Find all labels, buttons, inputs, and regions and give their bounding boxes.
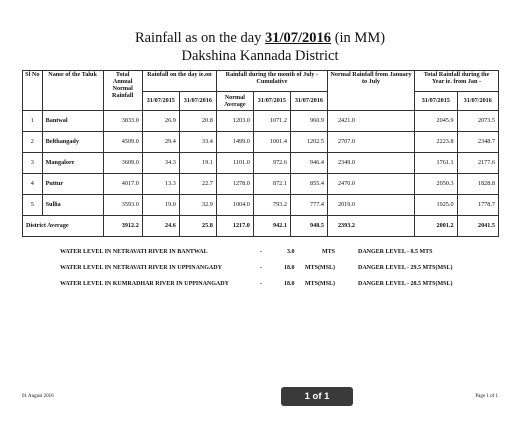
cell-month-2016: 855.4 [290,174,327,195]
cell-year-2016: 2177.6 [457,153,498,174]
cell-month-2016: 1202.5 [290,132,327,153]
cell-month-avg: 1004.0 [216,195,253,216]
cell-month-2015: 1001.4 [253,132,290,153]
cell-annual: 3912.2 [103,216,142,237]
rainfall-table [22,70,499,237]
cell-annual: 3833.0 [103,111,142,132]
cell-day-2016: 20.8 [179,111,216,132]
cell-annual: 3609.0 [103,153,142,174]
cell-month-2016: 777.4 [290,195,327,216]
cell-jan-july: 2019.0 [327,195,414,216]
water-level-value: 18.0 [284,281,295,287]
water-level-label: WATER LEVEL IN NETRAVATI RIVER IN BANTWAL [60,249,208,255]
page-indicator[interactable]: 1 of 1 [281,387,353,406]
header-normal-average: Normal Average [216,92,253,111]
cell-day-2016: 32.9 [179,195,216,216]
cell-year-2016: 2041.5 [457,216,498,237]
cell-day-2015: 29.4 [142,132,179,153]
cell-annual: 4017.0 [103,174,142,195]
cell-day-2016: 22.7 [179,174,216,195]
footer-date: 01 August 2016 [22,394,54,399]
water-level-unit: MTS(MSL) [305,281,335,287]
cell-day-2015: 19.0 [142,195,179,216]
cell-month-avg: 1203.0 [216,111,253,132]
header-rain-month: Rainfall during the month of July - Cumulative [216,71,327,92]
header-month-2015: 31/07/2015 [253,92,290,111]
cell-year-2015: 1925.0 [415,195,457,216]
header-sl: Sl No [23,71,43,111]
average-label: District Average [23,216,104,237]
cell-year-2016: 2348.7 [457,132,498,153]
danger-level: DANGER LEVEL - 8.5 MTS [358,249,433,255]
header-total-annual: Total Annual Normal Rainfall [103,71,142,111]
cell-sl: 4 [23,174,43,195]
cell-taluk: Puttur [42,174,103,195]
report-title [0,30,520,47]
water-level-value: 3.0 [287,249,295,255]
cell-taluk: Mangalore [42,153,103,174]
dash: - [260,249,262,255]
danger-level: DANGER LEVEL - 29.5 MTS(MSL) [358,265,453,271]
cell-jan-july: 2393.2 [327,216,414,237]
cell-year-2015: 2223.8 [415,132,457,153]
cell-month-2015: 972.6 [253,153,290,174]
header-day-2016: 31/07/2016 [179,92,216,111]
cell-jan-july: 2349.0 [327,153,414,174]
cell-year-2016: 1828.8 [457,174,498,195]
header-month-2016: 31/07/2016 [290,92,327,111]
cell-year-2015: 1761.1 [415,153,457,174]
table-row [23,174,499,195]
cell-month-avg: 1101.0 [216,153,253,174]
cell-day-2016: 25.8 [179,216,216,237]
cell-jan-july: 2707.0 [327,132,414,153]
cell-month-2015: 942.1 [253,216,290,237]
header-normal-jan-july: Normal Rainfall from January to July [327,71,414,111]
cell-sl: 2 [23,132,43,153]
cell-taluk: Belthangady [42,132,103,153]
header-total-year: Total Rainfall during the Year ie. from Jan - [415,71,499,92]
cell-taluk: Sullia [42,195,103,216]
cell-annual: 3593.0 [103,195,142,216]
cell-month-2015: 1071.2 [253,111,290,132]
cell-jan-july: 2470.0 [327,174,414,195]
table-row [23,153,499,174]
header-row-1 [23,71,499,92]
cell-sl: 5 [23,195,43,216]
water-level-unit: MTS [322,249,336,255]
footer-page: Page 1 of 1 [475,394,498,399]
water-level-value: 18.0 [284,265,295,271]
cell-day-2016: 19.1 [179,153,216,174]
header-taluk: Name of the Taluk [42,71,103,111]
cell-day-2016: 33.4 [179,132,216,153]
header-rain-day: Rainfall on the day ie.on [142,71,216,92]
cell-jan-july: 2421.0 [327,111,414,132]
cell-annual: 4509.0 [103,132,142,153]
header-day-2015: 31/07/2015 [142,92,179,111]
cell-day-2015: 24.6 [142,216,179,237]
cell-sl: 1 [23,111,43,132]
table-row [23,111,499,132]
cell-month-2016: 948.5 [290,216,327,237]
district-average-row [23,216,499,237]
cell-month-2015: 793.2 [253,195,290,216]
cell-sl: 3 [23,153,43,174]
title-prefix: Rainfall as on the day [134,30,262,46]
cell-month-avg: 1278.0 [216,174,253,195]
cell-month-2016: 960.9 [290,111,327,132]
water-level-unit: MTS(MSL) [305,265,335,271]
cell-month-2015: 872.1 [253,174,290,195]
cell-month-avg: 1217.0 [216,216,253,237]
table-row [23,132,499,153]
water-level-label: WATER LEVEL IN KUMRADHAR RIVER IN UPPINANGADY [60,281,229,287]
cell-day-2015: 26.9 [142,111,179,132]
danger-level: DANGER LEVEL - 28.5 MTS(MSL) [358,281,453,287]
header-year-2015: 31/07/2015 [415,92,457,111]
title-date: 31/07/2016 [265,30,332,46]
cell-day-2015: 34.3 [142,153,179,174]
title-suffix: (in MM) [334,30,386,46]
cell-year-2016: 1778.7 [457,195,498,216]
cell-month-avg: 1499.0 [216,132,253,153]
cell-taluk: Bantwal [42,111,103,132]
cell-year-2015: 2001.2 [415,216,457,237]
cell-month-2016: 946.4 [290,153,327,174]
dash: - [260,265,262,271]
district-title: Dakshina Kannada District [181,48,339,64]
cell-year-2016: 2073.5 [457,111,498,132]
cell-year-2015: 2045.9 [415,111,457,132]
cell-year-2015: 2050.3 [415,174,457,195]
water-level-label: WATER LEVEL IN NETRAVATI RIVER IN UPPINANGADY [60,265,222,271]
cell-day-2015: 13.3 [142,174,179,195]
table-row [23,195,499,216]
dash: - [260,281,262,287]
header-year-2016: 31/07/2016 [457,92,498,111]
